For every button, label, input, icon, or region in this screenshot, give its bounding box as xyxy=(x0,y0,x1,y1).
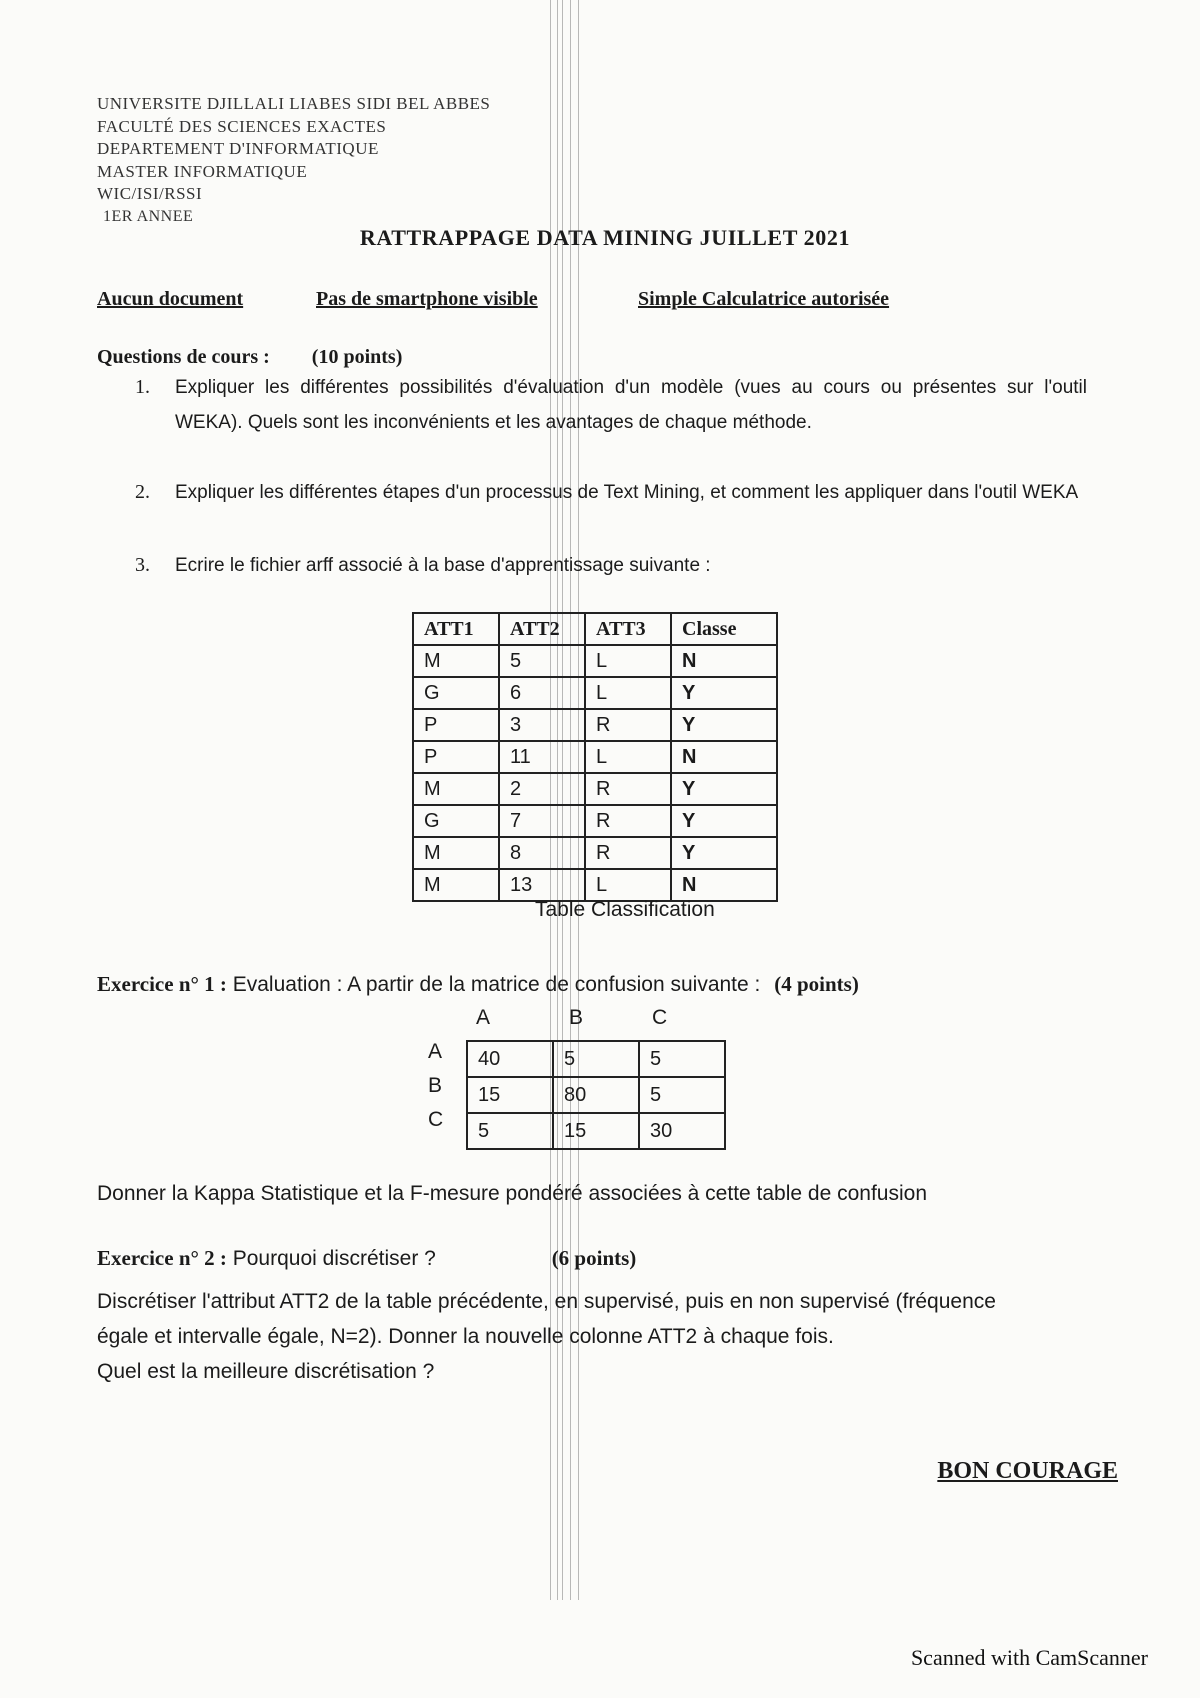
exercise-1-points: (4 points) xyxy=(774,972,859,996)
rule-no-smartphone: Pas de smartphone visible xyxy=(316,288,538,310)
matrix-cell: 5 xyxy=(639,1077,725,1113)
table-row xyxy=(413,805,777,837)
exercise-2-heading xyxy=(97,1246,636,1271)
table-row xyxy=(413,773,777,805)
cell-att1: G xyxy=(413,805,499,837)
question-number: 3. xyxy=(135,554,150,576)
questions-title: Questions de cours : xyxy=(97,346,270,368)
rule-calculator: Simple Calculatrice autorisée xyxy=(638,288,890,310)
matrix-col-label-a: A xyxy=(476,1006,491,1029)
question-number: 1. xyxy=(135,376,150,398)
matrix-cell: 40 xyxy=(467,1041,553,1077)
exercise-2-label: Exercice n° 2 : xyxy=(97,1246,227,1270)
cell-att3: R xyxy=(585,837,671,869)
matrix-row xyxy=(467,1041,725,1077)
cell-att1: M xyxy=(413,837,499,869)
faculty-name: FACULTÉ DES SCIENCES EXACTES xyxy=(97,116,387,136)
cell-att2: 5 xyxy=(499,645,585,677)
department-name: DEPARTEMENT D'INFORMATIQUE xyxy=(97,139,379,158)
matrix-cell: 15 xyxy=(553,1113,639,1149)
cell-att1: G xyxy=(413,677,499,709)
matrix-row-label-b: B xyxy=(428,1074,443,1097)
table-row xyxy=(413,869,777,901)
cell-classe: Y xyxy=(671,805,777,837)
table-caption: Table Classification xyxy=(535,898,715,921)
cell-att2: 6 xyxy=(499,677,585,709)
table-row xyxy=(413,741,777,773)
question-number: 2. xyxy=(135,481,150,503)
classification-table xyxy=(412,612,778,902)
question-text: Expliquer les différentes étapes d'un processus de Text Mining, et comment les appliquer dans l'outil WEKA xyxy=(175,482,1079,503)
cell-att3: R xyxy=(585,773,671,805)
closing-message: BON COURAGE xyxy=(937,1458,1118,1484)
matrix-col-label-b: B xyxy=(569,1006,584,1029)
table-row xyxy=(413,677,777,709)
exercise-2-line: Discrétiser l'attribut ATT2 de la table précédente, en supervisé, puis en non supervisé (fréquence xyxy=(97,1290,996,1313)
cell-classe: Y xyxy=(671,837,777,869)
cell-att3: R xyxy=(585,709,671,741)
specialties: WIC/ISI/RSSI xyxy=(97,184,203,203)
question-text: Expliquer les différentes possibilités d'évaluation d'un modèle (vues au cours ou présentes sur l'outil WEKA). Quels sont les inconvénients et les avantages de chaque méthode. xyxy=(175,377,1087,433)
table-row xyxy=(413,709,777,741)
question-list-1 xyxy=(97,370,1087,440)
cell-classe: Y xyxy=(671,709,777,741)
header-att1: ATT1 xyxy=(413,613,499,645)
cell-att2: 3 xyxy=(499,709,585,741)
matrix-cell: 5 xyxy=(553,1041,639,1077)
matrix-row xyxy=(467,1077,725,1113)
question-item xyxy=(97,475,1087,510)
exercise-2-text: Pourquoi discrétiser ? xyxy=(232,1247,436,1270)
matrix-cell: 5 xyxy=(467,1113,553,1149)
study-year: 1ER ANNEE xyxy=(103,207,194,225)
header-classe: Classe xyxy=(671,613,777,645)
cell-classe: Y xyxy=(671,773,777,805)
exercise-2-line: égale et intervalle égale, N=2). Donner la nouvelle colonne ATT2 à chaque fois. xyxy=(97,1325,834,1348)
matrix-cell: 5 xyxy=(639,1041,725,1077)
exercise-1-label: Exercice n° 1 : xyxy=(97,972,227,996)
cell-att3: R xyxy=(585,805,671,837)
cell-att2: 11 xyxy=(499,741,585,773)
exercise-2-points: (6 points) xyxy=(551,1246,637,1270)
cell-att1: P xyxy=(413,709,499,741)
cell-att2: 8 xyxy=(499,837,585,869)
matrix-row-label-a: A xyxy=(428,1040,443,1063)
exercise-1-heading xyxy=(97,972,859,997)
header-att3: ATT3 xyxy=(585,613,671,645)
cell-classe: N xyxy=(671,741,777,773)
cell-att3: L xyxy=(585,869,671,901)
exercise-1-text: Evaluation : A partir de la matrice de confusion suivante : xyxy=(232,973,761,996)
cell-classe: N xyxy=(671,869,777,901)
question-item xyxy=(97,548,1087,583)
cell-att3: L xyxy=(585,677,671,709)
university-name: UNIVERSITE DJILLALI LIABES SIDI BEL ABBES xyxy=(97,94,491,113)
cell-classe: Y xyxy=(671,677,777,709)
exercise-2-body xyxy=(97,1284,996,1389)
cell-att1: M xyxy=(413,773,499,805)
exercise-2-line: Quel est la meilleure discrétisation ? xyxy=(97,1360,435,1383)
cell-att3: L xyxy=(585,741,671,773)
table-row xyxy=(413,645,777,677)
program-name: MASTER INFORMATIQUE xyxy=(97,161,308,181)
confusion-matrix xyxy=(466,1040,726,1150)
matrix-cell: 80 xyxy=(553,1077,639,1113)
question-text: Ecrire le fichier arff associé à la base d'apprentissage suivante : xyxy=(175,555,711,576)
cell-att1: P xyxy=(413,741,499,773)
questions-heading xyxy=(97,346,402,369)
rule-no-document: Aucun document xyxy=(97,288,244,310)
table-row xyxy=(413,837,777,869)
cell-att1: M xyxy=(413,645,499,677)
cell-classe: N xyxy=(671,645,777,677)
matrix-cell: 30 xyxy=(639,1113,725,1149)
cell-att3: L xyxy=(585,645,671,677)
table-header-row xyxy=(413,613,777,645)
cell-att1: M xyxy=(413,869,499,901)
cell-att2: 13 xyxy=(499,869,585,901)
header-att2: ATT2 xyxy=(499,613,585,645)
kappa-question: Donner la Kappa Statistique et la F-mesure pondéré associées à cette table de confusion xyxy=(97,1182,928,1205)
question-item xyxy=(97,370,1087,440)
matrix-row-label-c: C xyxy=(428,1108,444,1131)
matrix-row xyxy=(467,1113,725,1149)
scanner-watermark: Scanned with CamScanner xyxy=(910,1645,1148,1670)
cell-att2: 2 xyxy=(499,773,585,805)
institution-header xyxy=(97,93,490,228)
question-list-2 xyxy=(97,475,1087,510)
questions-points: (10 points) xyxy=(311,346,403,368)
exam-title: RATTRAPPAGE DATA MINING JUILLET 2021 xyxy=(359,225,851,250)
question-list-3 xyxy=(97,548,1087,583)
matrix-col-label-c: C xyxy=(652,1006,668,1029)
cell-att2: 7 xyxy=(499,805,585,837)
matrix-cell: 15 xyxy=(467,1077,553,1113)
